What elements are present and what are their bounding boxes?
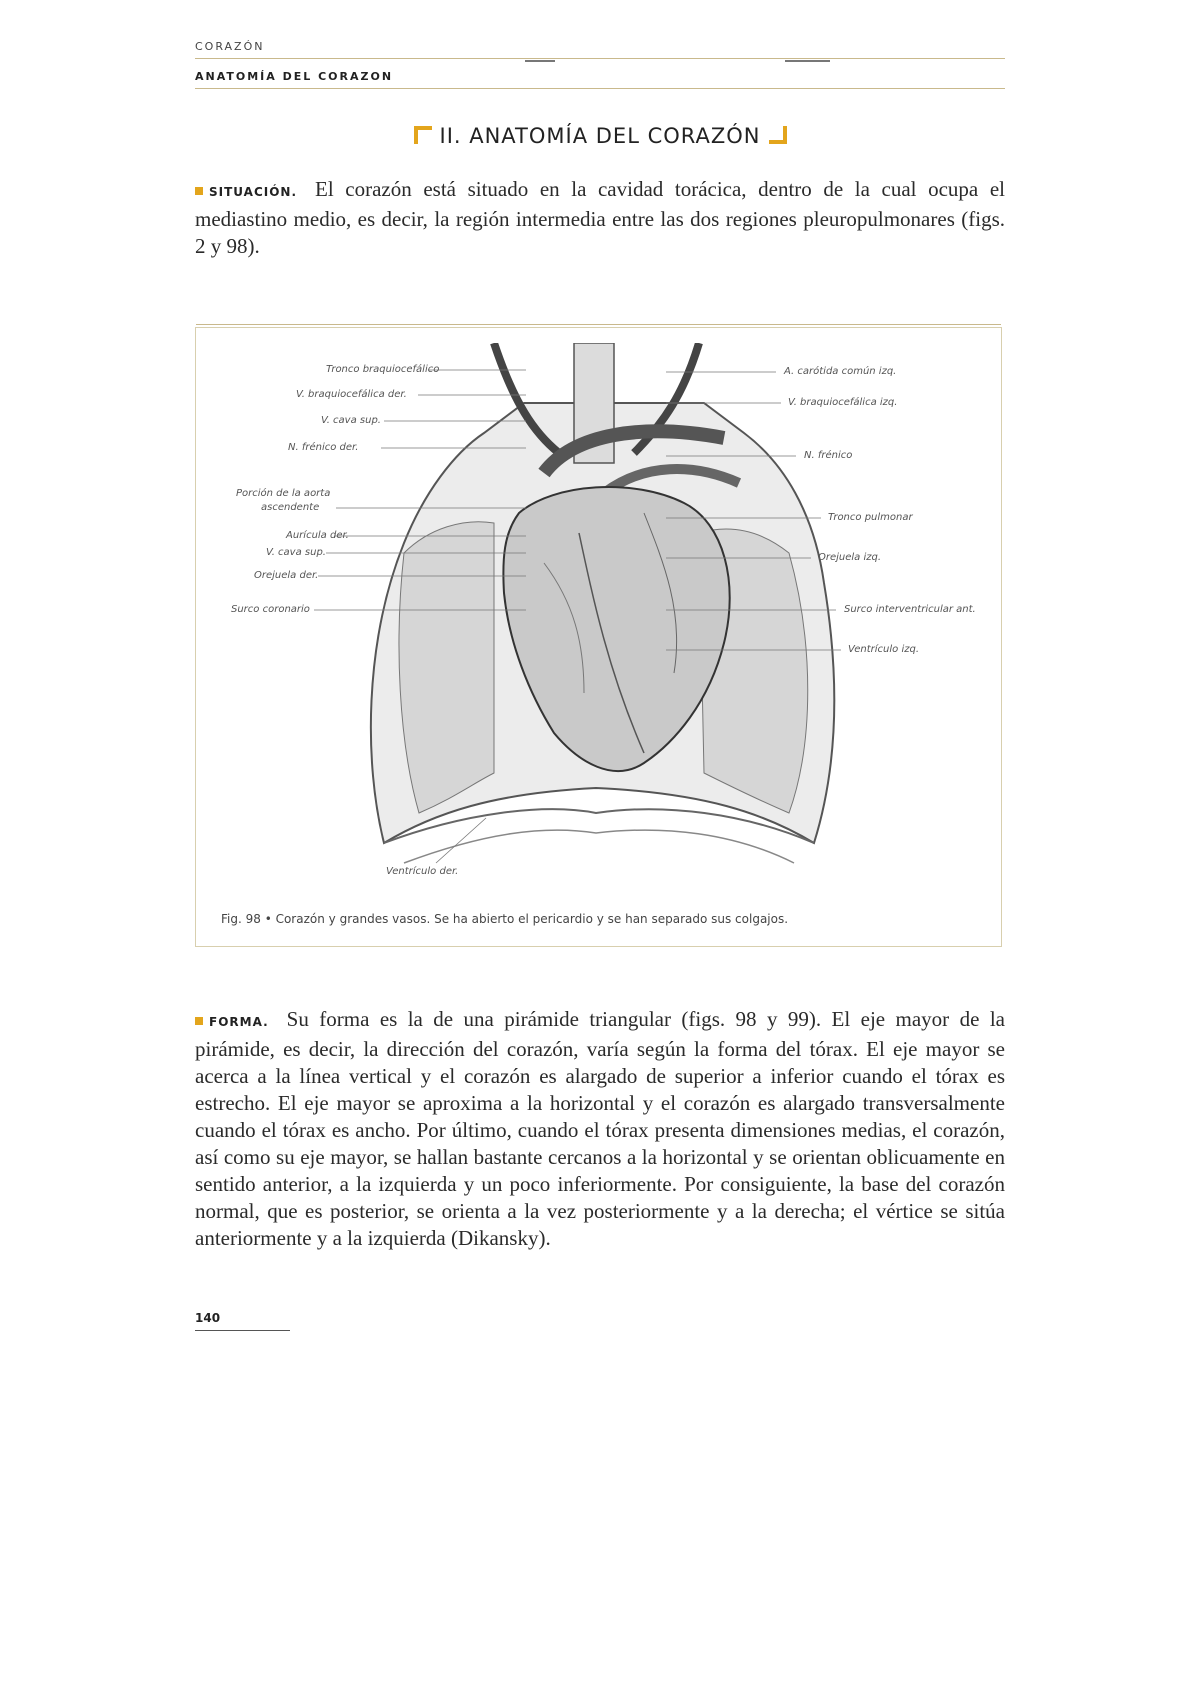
title-bracket-right-icon [769, 126, 787, 144]
figure-top-rule [196, 324, 1001, 325]
label-a-carotida-comun-izq: A. carótida común izq. [784, 366, 897, 377]
label-porcion-aorta-2: ascendente [261, 502, 320, 513]
figure-caption: Fig. 98 • Corazón y grandes vasos. Se ha abierto el pericardio y se han separado sus colgajos. [221, 912, 789, 926]
label-ventriculo-izq: Ventrículo izq. [848, 644, 920, 655]
bullet-square-icon [195, 1017, 203, 1025]
label-v-braquiocefalica-izq: V. braquiocefálica izq. [788, 397, 898, 408]
label-tronco-pulmonar: Tronco pulmonar [828, 512, 913, 523]
figure-98 [195, 327, 1002, 947]
label-surco-coronario: Surco coronario [231, 604, 310, 615]
header-accent-rule [525, 60, 555, 62]
label-v-cava-sup-upper: V. cava sup. [321, 415, 381, 426]
forma-text: Su forma es la de una pirámide triangular (figs. 98 y 99). El eje mayor de la pirámide, es decir, la dirección del corazón, varía según la forma del tórax. El eje mayor se acerca a la línea vertical y el corazón es alargado de superior a inferior cuando el tórax es estrecho. El eje mayor se aproxima a la horizontal y el corazón es alargado transversalmente cuando el tórax es ancho. Por último, cuando el tórax presenta dimensiones medias, el corazón, así como su eje mayor, se hallan bastante cercanos a la horizontal y se orientan oblicuamente en sentido anterior, a la izquierda y un poco inferiormente. Por consiguiente, la base del corazón normal, que es posterior, se orienta a la vez posteriormente y a la derecha; el vértice se sitúa anteriormente y a la izquierda (Dikansky). [195, 1007, 1005, 1250]
label-porcion-aorta: Porción de la aorta [236, 488, 331, 499]
label-v-cava-sup-lower: V. cava sup. [266, 547, 326, 558]
label-surco-interventricular-ant: Surco interventricular ant. [844, 604, 976, 615]
running-header-chapter: ANATOMÍA DEL CORAZON [195, 70, 394, 83]
situacion-text: El corazón está situado en la cavidad torácica, dentro de la cual ocupa el mediastino medio, es decir, la región intermedia entre las dos regiones pleuropulmonares (figs. 2 y 98). [195, 177, 1005, 258]
leader-lines [196, 328, 1001, 948]
header-rule-top [195, 58, 1005, 59]
title-bracket-left-icon [414, 126, 432, 144]
label-ventriculo-der: Ventrículo der. [386, 866, 459, 877]
label-orejuela-der: Orejuela der. [254, 570, 319, 581]
label-auricula-der: Aurícula der. [286, 530, 349, 541]
header-rule-bottom [195, 88, 1005, 89]
situacion-paragraph [195, 176, 1005, 260]
header-accent-rule-2 [785, 60, 830, 62]
bullet-square-icon [195, 187, 203, 195]
forma-lead: FORMA. [209, 1015, 269, 1029]
label-n-frenico-der: N. frénico der. [288, 442, 359, 453]
forma-paragraph [195, 1006, 1005, 1252]
label-tronco-braquiocefalico: Tronco braquiocefálico [326, 364, 440, 375]
label-n-frenico: N. frénico [804, 450, 853, 461]
situacion-lead: SITUACIÓN. [209, 185, 298, 199]
page-number: 140 [195, 1311, 221, 1325]
page-number-rule [195, 1330, 290, 1331]
label-orejuela-izq: Orejuela izq. [818, 552, 882, 563]
label-v-braquiocefalica-der: V. braquiocefálica der. [296, 389, 407, 400]
section-title [0, 124, 1200, 148]
running-header-section: CORAZÓN [195, 40, 265, 53]
section-title-text: II. ANATOMÍA DEL CORAZÓN [439, 124, 761, 148]
